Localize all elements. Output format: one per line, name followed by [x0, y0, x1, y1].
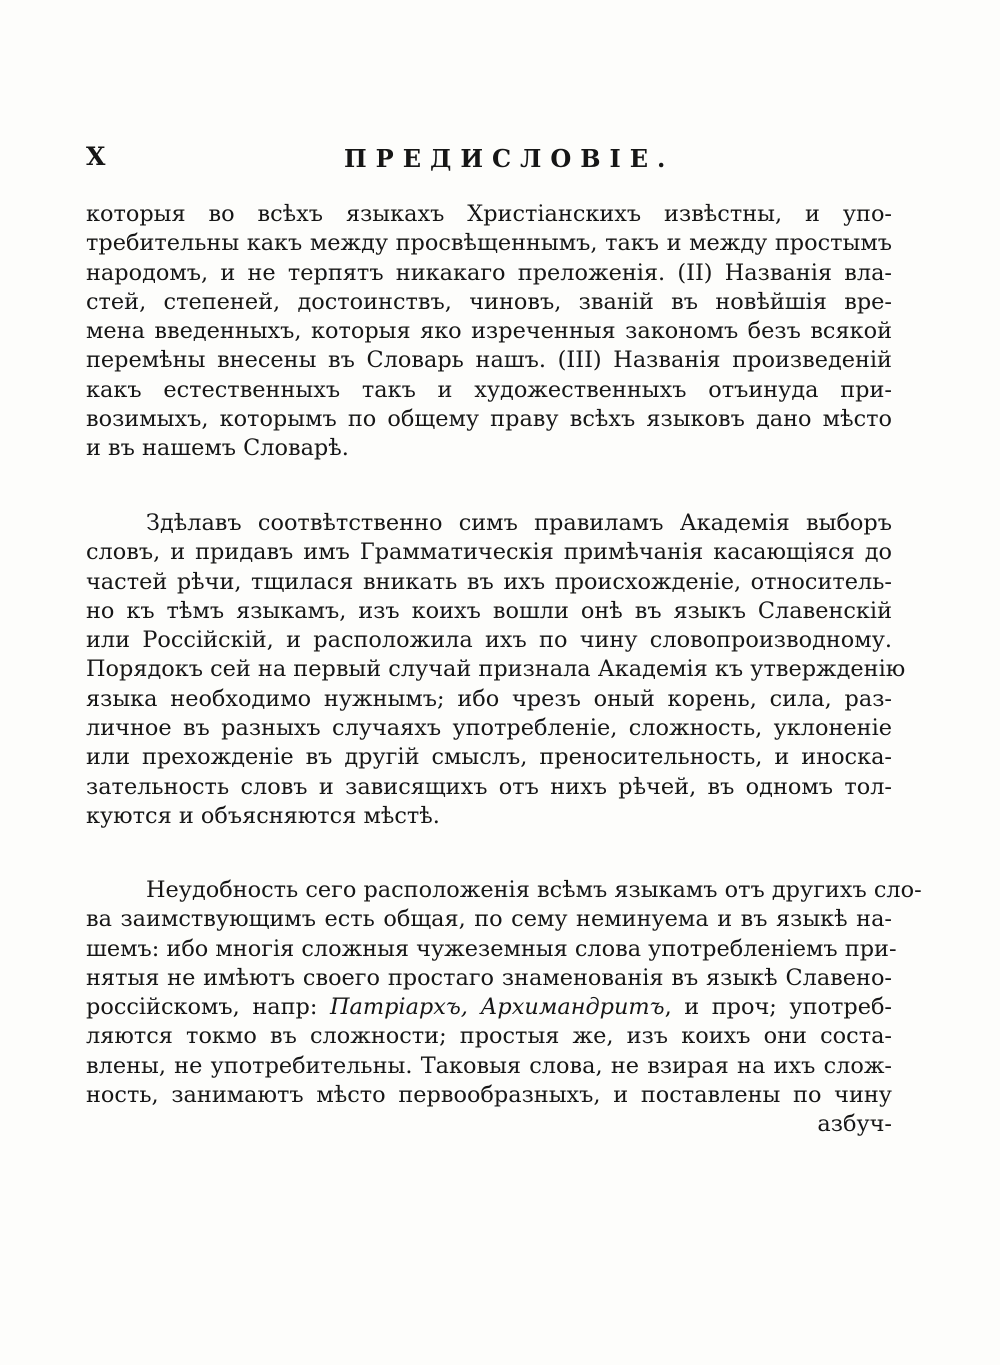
paragraph-1 [86, 200, 892, 464]
text-line: Здѣлавъ соотвѣтственно симъ правиламъ Академія выборъ [146, 510, 892, 536]
text-line: зательность словъ и зависящихъ отъ нихъ рѣчей, въ одномъ тол- [86, 773, 892, 800]
text-line: мена введенныхъ, которыя яко изреченныя закономъ безъ всякой [86, 318, 892, 345]
running-head [86, 142, 892, 182]
text-line: требительны какъ между просвѣщеннымъ, такъ и между простымъ [86, 230, 892, 257]
text-line: которыя во всѣхъ языкахъ Христіанскихъ извѣстны, и упо- [86, 201, 892, 227]
text-line: Порядокъ сей на первый случай признала Академія къ утвержденію [86, 656, 906, 683]
example-words: Патріархъ, Архимандритъ [329, 994, 665, 1021]
text-line: ва заимствующимъ есть общая, по сему неминуема и въ языкѣ на- [86, 906, 892, 933]
text-line: стей, степеней, достоинствъ, чиновъ, званій въ новѣйшія вре- [86, 288, 892, 315]
text-line: или прехожденіе въ другій смыслъ, преносительность, и иноска- [86, 744, 892, 771]
paragraph-2 [86, 509, 906, 831]
text-line: словъ, и придавъ имъ Грамматическія примѣчанія касающіяся до [86, 539, 892, 566]
paragraph-3 [86, 876, 922, 1140]
catchword: азбуч- [817, 1111, 892, 1138]
text-line: или Россійскій, и расположила ихъ по чину словопроизводному. [86, 627, 892, 654]
text-line: нятыя не имѣютъ своего простаго знаменованія въ языкѣ Славено- [86, 964, 892, 991]
text-line: шемъ: ибо многія сложныя чужеземныя слова употребленіемъ при- [86, 935, 897, 962]
page-number: X [86, 142, 108, 171]
text-line: ность, занимаютъ мѣсто первообразныхъ, и поставлены по чину [86, 1082, 892, 1109]
text-line: ляются токмо въ сложности; простыя же, изъ коихъ они соста- [86, 1023, 892, 1050]
text-line-with-examples: россійскомъ, напр: Патріархъ, Архимандритъ, и проч; употреб- [86, 994, 892, 1021]
text-line: народомъ, и не терпятъ никакаго преложенія. (II) Названія вла- [86, 259, 892, 286]
text-line: перемѣны внесены въ Словарь нашъ. (III) Названія произведеній [86, 347, 892, 374]
text-line: и въ нашемъ Словарѣ. [86, 435, 349, 462]
text-line: но къ тѣмъ языкамъ, изъ коихъ вошли онѣ въ языкъ Славенскій [86, 597, 892, 624]
text-line: личное въ разныхъ случаяхъ употребленіе, сложность, уклоненіе [86, 715, 892, 742]
text-line: возимыхъ, которымъ по общему праву всѣхъ языковъ дано мѣсто [86, 406, 892, 433]
text-line: какъ естественныхъ такъ и художественныхъ отъинуда при- [86, 376, 892, 403]
text-line: частей рѣчи, тщилася вникать въ ихъ происхожденіе, относитель- [86, 568, 892, 595]
text-line: куются и объясняются мѣстѣ. [86, 802, 440, 829]
text-line: Неудобность сего расположенія всѣмъ языкамъ отъ другихъ сло- [146, 877, 922, 903]
text-line: языка необходимо нужнымъ; ибо чрезъ оный корень, сила, раз- [86, 685, 892, 712]
page-title: ПРЕДИСЛОВІЕ. [344, 144, 675, 173]
text-line: влены, не употребительны. Таковыя слова, не взирая на ихъ слож- [86, 1052, 892, 1079]
